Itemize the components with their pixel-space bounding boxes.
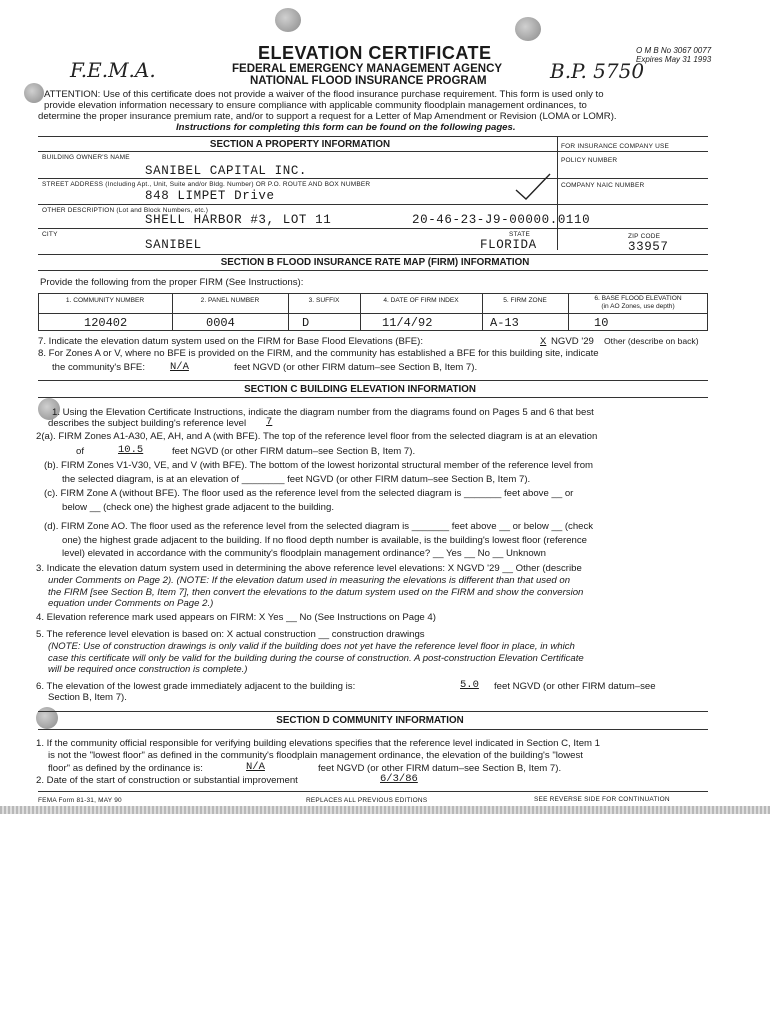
c2d-line-2: one) the highest grade adjacent to the building. If no flood depth number is available, is the building's lowest floor (reference <box>62 535 588 546</box>
c2b-line-1: (b). FIRM Zones V1-V30, VE, and V (with BFE). The bottom of the lowest horizontal structural member of the reference level from <box>44 460 594 471</box>
footer-replaces: REPLACES ALL PREVIOUS EDITIONS <box>306 797 428 804</box>
item-8-bfe-label: the community's BFE: <box>52 362 146 373</box>
owner-name-label: BUILDING OWNER'S NAME <box>42 154 130 161</box>
other-row-rule <box>38 228 708 229</box>
state-label: STATE <box>509 231 530 238</box>
d1-line-1: 1. If the community official responsible for verifying building elevations specifies that the reference level indicated in Section C, Item 1 <box>36 738 601 749</box>
community-number-value: 120402 <box>84 316 128 330</box>
item-8-bfe-value: N/A <box>170 361 189 373</box>
other-description-value: SHELL HARBOR #3, LOT 11 <box>145 213 332 227</box>
c1-line-2: describes the subject building's reference level <box>48 418 247 429</box>
c2c-line-1: (c). FIRM Zone A (without BFE). The floor used as the reference level from the selected diagram is _______ feet above __ or <box>44 488 574 499</box>
owner-row-rule <box>38 178 708 179</box>
attention-line-3: determine the proper insurance premium rate, and/or to support a request for a Letter of Map Amendment or Revision (LOMA or LOMR). <box>38 111 617 122</box>
c6-grade-elevation-unit: feet NGVD (or other FIRM datum–see <box>494 681 656 692</box>
d1-lowest-floor-value: N/A <box>246 761 265 773</box>
firm-table-col-divider-5 <box>568 293 569 330</box>
handwritten-bp-number: B.P. 5750 <box>550 59 645 83</box>
c2d-line-1: (d). FIRM Zone AO. The floor used as the reference level from the selected diagram is _______ feet above __ or below __ (check <box>44 521 594 532</box>
c4-line: 4. Elevation reference mark used appears on FIRM: X Yes __ No (See Instructions on Page 4) <box>36 612 436 623</box>
other-description-label: OTHER DESCRIPTION (Lot and Block Numbers, etc.) <box>42 207 209 214</box>
firm-table-header-rule <box>38 313 707 314</box>
program-name: NATIONAL FLOOD INSURANCE PROGRAM <box>250 75 487 87</box>
c5-line-4: will be required once construction is complete.) <box>48 664 248 675</box>
c6-grade-elevation-value: 5.0 <box>460 679 479 691</box>
scan-edge-shadow <box>0 806 770 814</box>
firm-index-date-header: 4. DATE OF FIRM INDEX <box>383 297 459 304</box>
section-c-header-rule <box>38 397 708 398</box>
section-b-intro: Provide the following from the proper FIRM (See Instructions): <box>40 277 304 288</box>
footer-form-number: FEMA Form 81-31, MAY 90 <box>38 797 122 804</box>
section-d-header-rule <box>38 729 708 730</box>
base-flood-elevation-subheader: (in AO Zones, use depth) <box>601 303 675 310</box>
section-a-header-rule <box>38 151 708 152</box>
omb-number: O M B No 3067 0077 <box>636 46 712 55</box>
page-title: ELEVATION CERTIFICATE <box>258 43 492 63</box>
agency-name: FEDERAL EMERGENCY MANAGEMENT AGENCY <box>232 63 503 75</box>
c2a-of: of <box>76 446 85 457</box>
punch-hole-right <box>515 17 541 41</box>
footer-rule <box>38 791 708 792</box>
punch-hole-left <box>275 8 301 32</box>
c2a-elevation-unit: feet NGVD (or other FIRM datum–see Section B, Item 7). <box>172 446 416 457</box>
panel-number-value: 0004 <box>206 316 235 330</box>
city-value: SANIBEL <box>145 238 202 252</box>
item-7-other-label: Other (describe on back) <box>604 336 699 346</box>
state-value: FLORIDA <box>480 238 537 252</box>
section-a-title: SECTION A PROPERTY INFORMATION <box>209 139 391 150</box>
firm-index-date-value: 11/4/92 <box>382 316 433 330</box>
d1-lowest-floor-unit: feet NGVD (or other FIRM datum–see Section B, Item 7). <box>318 763 562 774</box>
c5-line-1: 5. The reference level elevation is based on: X actual construction __ construction drawings <box>36 629 425 640</box>
c2b-line-2: the selected diagram, is at an elevation of ________ feet NGVD (or other FIRM datum–see Section B, Item 7). <box>62 474 531 485</box>
naic-number-label: COMPANY NAIC NUMBER <box>561 182 645 189</box>
omb-expires: Expires May 31 1993 <box>636 55 712 64</box>
base-flood-elevation-value: 10 <box>594 316 609 330</box>
section-b-top-rule <box>38 254 708 255</box>
d1-line-3: floor" as defined by the ordinance is: <box>48 763 203 774</box>
c6-line-2: Section B, Item 7). <box>48 692 127 703</box>
punch-hole-attention <box>24 83 44 103</box>
c2d-line-3: level) elevated in accordance with the community's floodplain management ordinance? __ Yes __ No __ Unknown <box>62 548 546 559</box>
d2-construction-date-value: 6/3/86 <box>380 773 418 785</box>
insurance-column-divider <box>557 137 558 250</box>
item-7-ngvd-label: NGVD '29 <box>551 336 594 347</box>
community-number-header: 1. COMMUNITY NUMBER <box>65 297 145 304</box>
section-b-header-rule <box>38 270 708 271</box>
c1-diagram-number: 7 <box>266 416 273 428</box>
firm-zone-header: 5. FIRM ZONE <box>503 297 547 304</box>
city-label: CITY <box>42 231 58 238</box>
handwritten-fema: F.E.M.A. <box>70 58 156 82</box>
section-b-title: SECTION B FLOOD INSURANCE RATE MAP (FIRM) INFORMATION <box>220 257 530 268</box>
footer-reverse-note: SEE REVERSE SIDE FOR CONTINUATION <box>534 796 670 803</box>
c6-line-1: 6. The elevation of the lowest grade immediately adjacent to the building is: <box>36 681 356 692</box>
checkmark-icon <box>512 172 552 202</box>
c3-line-4: equation under Comments on Page 2.) <box>48 598 214 609</box>
c2a-elevation-value: 10.5 <box>118 444 144 456</box>
section-d-title: SECTION D COMMUNITY INFORMATION <box>276 715 464 726</box>
section-c-title: SECTION C BUILDING ELEVATION INFORMATION <box>244 384 476 395</box>
panel-number-header: 2. PANEL NUMBER <box>200 297 260 304</box>
base-flood-elevation-header: 6. BASE FLOOD ELEVATION <box>594 295 682 302</box>
c5-line-3: case this certificate will only be valid for the building during the course of construction. A post-construction Elevation Certificate <box>48 653 584 664</box>
section-a-top-rule <box>38 136 708 137</box>
d2-line: 2. Date of the start of construction or substantial improvement <box>36 775 298 786</box>
policy-number-label: POLICY NUMBER <box>561 157 618 164</box>
zip-code-value: 33957 <box>628 240 669 254</box>
street-row-rule <box>38 204 708 205</box>
item-7-text: 7. Indicate the elevation datum system used on the FIRM for Base Flood Elevations (BFE): <box>38 336 424 347</box>
street-address-value: 848 LIMPET Drive <box>145 189 275 203</box>
parcel-number-value: 20-46-23-J9-00000.0110 <box>412 213 591 227</box>
c3-line-1: 3. Indicate the elevation datum system used in determining the above reference level elevations: X NGVD '29 __ Other (describe <box>36 563 582 574</box>
attention-line-4: Instructions for completing this form can be found on the following pages. <box>176 122 516 133</box>
section-d-top-rule <box>38 711 708 712</box>
attention-line-1: ATTENTION: Use of this certificate does not provide a waiver of the flood insurance purchase requirement. This form is used only to <box>44 89 604 100</box>
item-7-ngvd-check: X <box>540 336 547 348</box>
street-address-label: STREET ADDRESS (Including Apt., Unit, Suite and/or Bldg. Number) OR P.O. ROUTE AND BOX NUMBER <box>42 181 371 188</box>
zip-code-label: ZIP CODE <box>628 233 661 240</box>
suffix-header: 3. SUFFIX <box>308 297 340 304</box>
owner-name-value: SANIBEL CAPITAL INC. <box>145 164 308 178</box>
c2c-line-2: below __ (check one) the highest grade adjacent to the building. <box>62 502 335 513</box>
suffix-value: D <box>302 316 310 330</box>
c1-line-1: 1. Using the Elevation Certificate Instructions, indicate the diagram number from the diagrams found on Pages 5 and 6 that best <box>52 407 594 418</box>
insurance-company-use-label: FOR INSURANCE COMPANY USE <box>561 143 670 150</box>
item-8-bfe-unit: feet NGVD (or other FIRM datum–see Section B, Item 7). <box>234 362 478 373</box>
c3-line-2: under Comments on Page 2). (NOTE: If the elevation datum used in measuring the elevations is different than that used on <box>48 575 571 586</box>
c2a-line-1: 2(a). FIRM Zones A1-A30, AE, AH, and A (with BFE). The top of the reference level floor from the selected diagram is at an elevation <box>36 431 598 442</box>
firm-zone-value: A-13 <box>490 316 519 330</box>
attention-line-2: provide elevation information necessary to ensure compliance with applicable community floodplain management ordinances, to <box>44 100 587 111</box>
item-8-text: 8. For Zones A or V, where no BFE is provided on the FIRM, and the community has established a BFE for this building site, indicate <box>38 348 599 359</box>
c3-line-3: the FIRM [see Section B, Item 7], then convert the elevations to the datum system used on the FIRM and show the conversion <box>48 587 584 598</box>
section-c-top-rule <box>38 380 708 381</box>
d1-line-2: is not the "lowest floor" as defined in the community's floodplain management ordinance, the elevation of the building's "lowest <box>48 750 583 761</box>
c5-line-2: (NOTE: Use of construction drawings is only valid if the building does not yet have the reference level floor in place, in which <box>48 641 575 652</box>
